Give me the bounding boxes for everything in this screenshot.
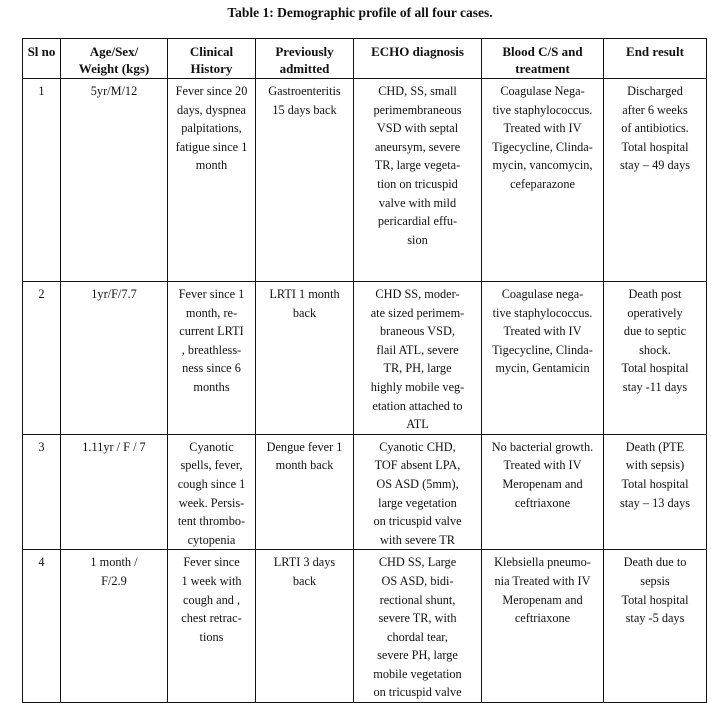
- cell-line: History: [190, 61, 233, 76]
- cell-line: admitted: [279, 61, 330, 76]
- cell-line: ate sized perimem-: [370, 305, 465, 320]
- cell-clinical-history: [168, 79, 256, 282]
- cell-age-sex-weight: [61, 79, 168, 282]
- cell-line: on tricuspid valve: [373, 685, 462, 700]
- cell-line: Treated with IV: [503, 121, 582, 136]
- cell-line: palpitations,: [181, 121, 242, 136]
- demographic-table: [22, 38, 707, 703]
- cell-line: current LRTI: [179, 324, 244, 339]
- header-clinical-history: [168, 39, 256, 79]
- cell-line: Total hospital: [621, 139, 689, 154]
- cell-line: large vegetation: [378, 495, 457, 510]
- cell-line: spells, fever,: [180, 458, 243, 473]
- cell-line: rectional shunt,: [379, 592, 456, 607]
- cell-line: Treated with IV: [503, 458, 582, 473]
- cell-echo-diagnosis: [354, 282, 482, 435]
- cell-line: mycin, vancomycin,: [492, 158, 593, 173]
- cell-line: Clinical: [189, 44, 234, 59]
- cell-line: with sepsis): [625, 458, 685, 473]
- cell-line: braneous VSD,: [380, 324, 455, 339]
- cell-line: perimembraneous: [373, 102, 462, 117]
- cell-blood-cs-treatment: [482, 550, 604, 703]
- header-end-result: [604, 39, 707, 79]
- cell-line: stay – 49 days: [619, 158, 691, 173]
- cell-line: shock.: [639, 342, 671, 357]
- cell-line: End result: [626, 44, 684, 59]
- cell-line: month: [195, 158, 228, 173]
- cell-line: sion: [407, 232, 428, 247]
- cell-line: No bacterial growth.: [491, 439, 594, 454]
- cell-line: week. Persis-: [178, 495, 245, 510]
- cell-line: operatively: [627, 305, 683, 320]
- cell-line: of antibiotics.: [621, 121, 689, 136]
- cell-line: stay -5 days: [625, 611, 685, 626]
- cell-line: Age/Sex/: [89, 44, 139, 59]
- cell-line: Gastroenteritis: [268, 84, 341, 98]
- cell-line: F/2.9: [101, 573, 127, 588]
- cell-line: 5yr/M/12: [90, 84, 138, 98]
- cell-clinical-history: [168, 434, 256, 550]
- cell-line: month back: [275, 458, 334, 473]
- cell-line: months: [193, 379, 230, 394]
- table-row: [23, 550, 707, 703]
- table-title: Table 1: Demographic profile of all four cases.: [227, 5, 493, 20]
- cell-line: pericardial effu-: [377, 214, 458, 229]
- cell-line: Total hospital: [621, 361, 689, 376]
- cell-line: Cyanotic CHD,: [379, 439, 456, 454]
- cell-age-sex-weight: [61, 550, 168, 703]
- table-row: [23, 79, 707, 282]
- cell-sl-no: [23, 79, 61, 282]
- cell-line: due to septic: [623, 324, 687, 339]
- cell-echo-diagnosis: [354, 434, 482, 550]
- cell-line: 1 month /: [90, 555, 138, 570]
- cell-line: after 6 weeks: [622, 102, 688, 117]
- cell-line: Fever since 20: [175, 84, 248, 98]
- cell-echo-diagnosis: [354, 550, 482, 703]
- cell-line: stay – 13 days: [619, 495, 691, 510]
- cell-blood-cs-treatment: [482, 79, 604, 282]
- cell-line: severe TR, with: [378, 611, 457, 626]
- cell-sl-no: [23, 550, 61, 703]
- cell-line: Coagulase nega-: [501, 287, 584, 301]
- cell-line: treatment: [515, 61, 570, 76]
- cell-line: Total hospital: [621, 476, 689, 491]
- cell-previously-admitted: [256, 79, 354, 282]
- cell-line: ATL: [406, 417, 429, 432]
- cell-echo-diagnosis: [354, 79, 482, 282]
- cell-sl-no: [23, 282, 61, 435]
- cell-line: 1.11yr / F / 7: [82, 439, 146, 454]
- cell-line: tion on tricuspid: [377, 176, 458, 191]
- cell-line: 4: [38, 555, 45, 570]
- cell-end-result: [604, 434, 707, 550]
- cell-previously-admitted: [256, 434, 354, 550]
- table-row: [23, 434, 707, 550]
- table-row: [23, 282, 707, 435]
- cell-line: tive staphylococcus.: [492, 102, 593, 117]
- cell-line: Cyanotic: [189, 439, 234, 454]
- cell-line: ness since 6: [182, 361, 241, 376]
- cell-line: Discharged: [627, 84, 683, 98]
- cell-line: ceftriaxone: [514, 611, 571, 626]
- cell-line: nia Treated with IV: [494, 573, 591, 588]
- cell-line: ECHO diagnosis: [371, 44, 464, 59]
- cell-line: Treated with IV: [503, 324, 582, 339]
- cell-line: highly mobile veg-: [370, 379, 465, 394]
- cell-line: chest retrac-: [181, 611, 242, 626]
- cell-line: days, dyspnea: [177, 102, 246, 117]
- cell-end-result: [604, 550, 707, 703]
- cell-line: sepsis: [640, 573, 670, 588]
- cell-line: Total hospital: [621, 592, 689, 607]
- cell-line: mobile vegetation: [373, 666, 462, 681]
- header-blood-cs-treatment: [482, 39, 604, 79]
- cell-line: Blood C/S and: [502, 44, 583, 59]
- cell-line: 1 week with: [181, 573, 242, 588]
- cell-age-sex-weight: [61, 282, 168, 435]
- header-sl-no: [23, 39, 61, 79]
- cell-line: Fever since: [183, 555, 240, 570]
- cell-line: CHD SS, Large: [378, 555, 457, 570]
- cell-age-sex-weight: [61, 434, 168, 550]
- cell-line: Tigecycline, Clinda-: [492, 342, 593, 357]
- cell-line: Dengue fever 1: [266, 439, 343, 454]
- cell-line: TOF absent LPA,: [374, 458, 461, 473]
- cell-line: TR, PH, large: [383, 361, 452, 376]
- cell-line: cough and ,: [182, 592, 241, 607]
- cell-clinical-history: [168, 282, 256, 435]
- header-echo-diagnosis: [354, 39, 482, 79]
- cell-line: Meropenam and: [502, 476, 583, 491]
- cell-line: LRTI 3 days: [273, 555, 336, 570]
- cell-line: valve with mild: [378, 195, 457, 210]
- cell-line: Tigecycline, Clinda-: [492, 139, 593, 154]
- cell-previously-admitted: [256, 282, 354, 435]
- cell-previously-admitted: [256, 550, 354, 703]
- cell-line: month, re-: [185, 305, 238, 320]
- cell-line: on tricuspid valve: [373, 514, 462, 529]
- cell-line: Previously: [275, 44, 334, 59]
- header-previously-admitted: [256, 39, 354, 79]
- cell-line: flail ATL, severe: [376, 342, 459, 357]
- cell-line: CHD SS, moder-: [375, 287, 460, 301]
- cell-line: etation attached to: [372, 398, 463, 413]
- cell-line: Meropenam and: [502, 592, 583, 607]
- cell-line: fatigue since 1: [175, 139, 248, 154]
- cell-line: cytopenia: [187, 532, 236, 547]
- cell-line: back: [292, 573, 317, 588]
- cell-line: VSD with septal: [376, 121, 459, 136]
- cell-line: chordal tear,: [387, 629, 448, 644]
- cell-line: Death (PTE: [625, 439, 685, 454]
- header-age-sex-weight: [61, 39, 168, 79]
- cell-line: LRTI 1 month: [269, 287, 340, 301]
- cell-line: Death due to: [623, 555, 687, 570]
- cell-line: with severe TR: [380, 532, 455, 547]
- cell-line: stay -11 days: [622, 379, 688, 394]
- cell-line: tent thrombo-: [177, 514, 246, 529]
- cell-clinical-history: [168, 550, 256, 703]
- cell-line: 3: [38, 439, 45, 454]
- cell-sl-no: [23, 434, 61, 550]
- cell-line: OS ASD, bidi-: [381, 573, 454, 588]
- cell-line: Weight (kgs): [78, 61, 150, 76]
- cell-line: 1: [38, 84, 45, 98]
- cell-line: Fever since 1: [178, 287, 245, 301]
- cell-line: TR, large vegeta-: [374, 158, 461, 173]
- cell-line: mycin, Gentamicin: [495, 361, 590, 376]
- cell-line: back: [292, 305, 317, 320]
- header-row: [23, 39, 707, 79]
- cell-line: Sl no: [27, 44, 56, 59]
- cell-line: 15 days back: [272, 102, 337, 117]
- cell-end-result: [604, 282, 707, 435]
- cell-line: severe PH, large: [377, 648, 458, 663]
- cell-blood-cs-treatment: [482, 434, 604, 550]
- cell-line: OS ASD (5mm),: [376, 476, 459, 491]
- cell-line: 2: [38, 287, 45, 301]
- cell-end-result: [604, 79, 707, 282]
- cell-line: cefeparazone: [510, 176, 575, 191]
- cell-line: ceftriaxone: [514, 495, 571, 510]
- cell-line: cough since 1: [177, 476, 246, 491]
- cell-line: tions: [199, 629, 224, 644]
- cell-line: Coagulase Nega-: [500, 84, 585, 98]
- cell-line: Klebsiella pneumo-: [494, 555, 591, 570]
- cell-blood-cs-treatment: [482, 282, 604, 435]
- cell-line: Death post: [628, 287, 682, 301]
- cell-line: , breathless-: [181, 342, 242, 357]
- cell-line: aneursym, severe: [374, 139, 461, 154]
- cell-line: CHD, SS, small: [378, 84, 457, 98]
- cell-line: tive staphylococcus.: [492, 305, 593, 320]
- cell-line: 1yr/F/7.7: [91, 287, 137, 301]
